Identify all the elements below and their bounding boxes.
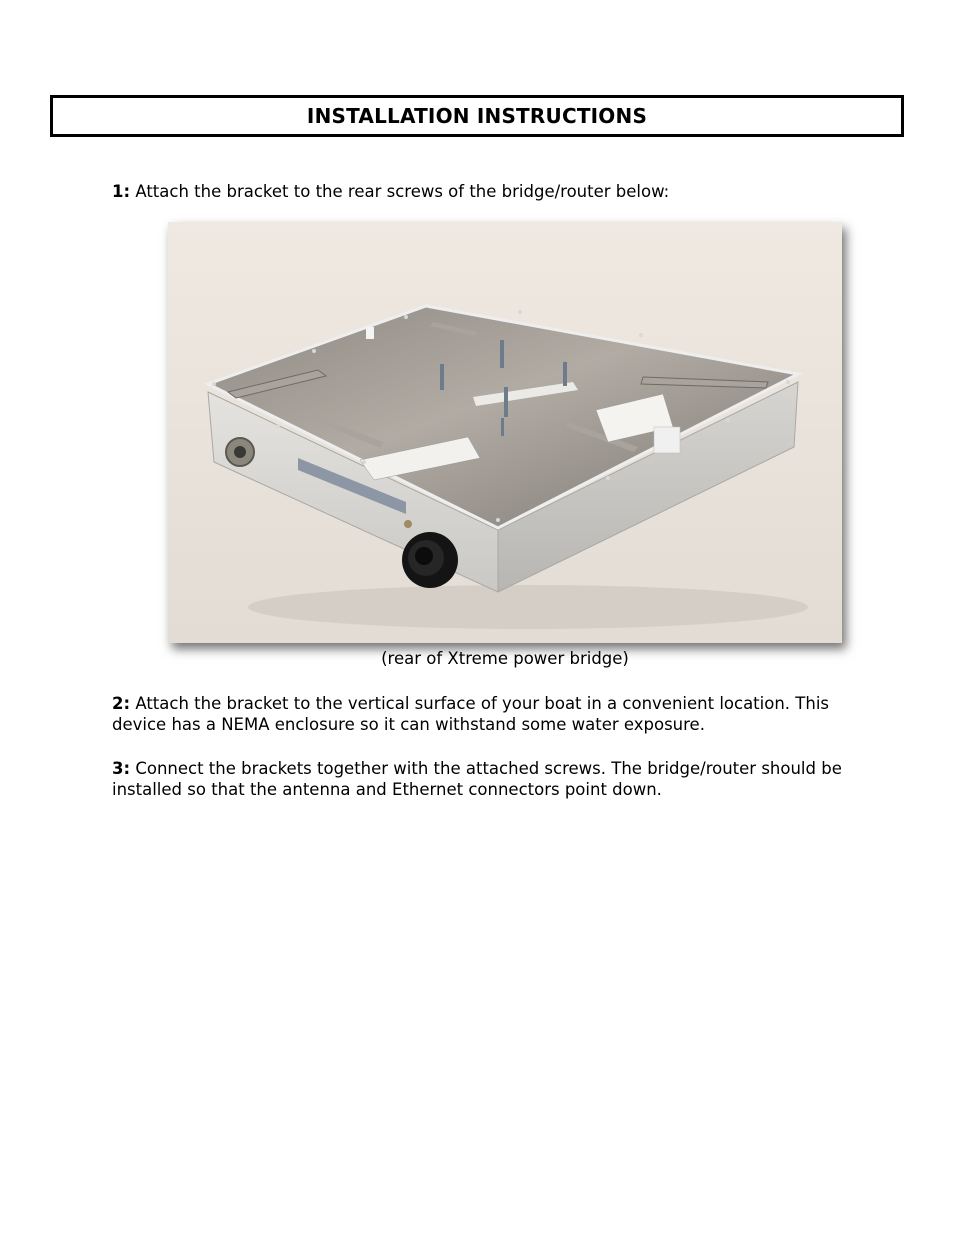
step-2 <box>112 693 872 735</box>
step-text: Connect the brackets together with the attached screws. The bridge/router should be installed so that the antenna and Ethernet connectors point down. <box>112 759 842 799</box>
device-photo <box>168 222 842 643</box>
step-text: Attach the bracket to the rear screws of the bridge/router below: <box>135 182 670 201</box>
title-box <box>50 95 904 137</box>
page-title: INSTALLATION INSTRUCTIONS <box>306 104 648 128</box>
step-number: 3: <box>112 759 131 778</box>
figure-caption: (rear of Xtreme power bridge) <box>381 649 629 668</box>
step-3 <box>112 758 872 800</box>
step-number: 2: <box>112 694 131 713</box>
step-number: 1: <box>112 182 131 201</box>
step-1 <box>112 181 872 202</box>
step-text: Attach the bracket to the vertical surface of your boat in a convenient location. This device has a NEMA enclosure so it can withstand some water exposure. <box>112 694 829 734</box>
